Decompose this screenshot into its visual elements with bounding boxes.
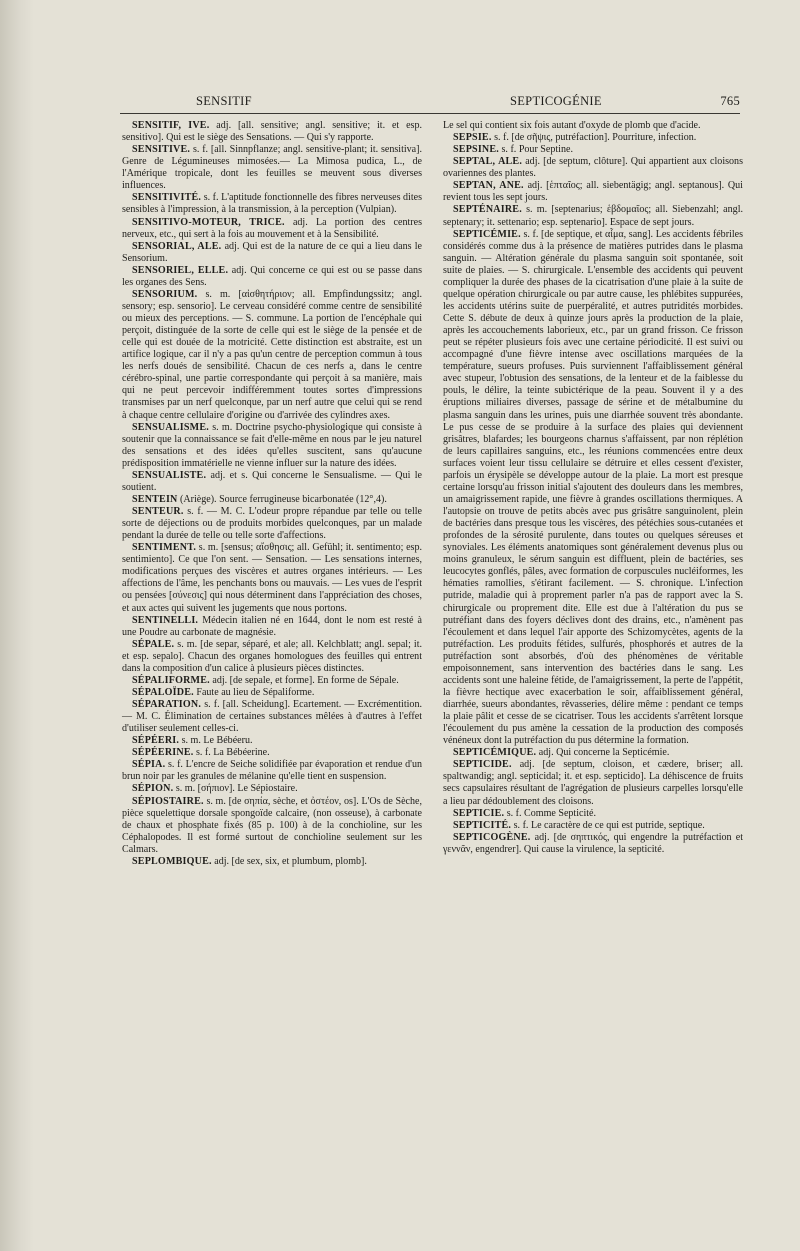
dictionary-entry — [122, 422, 422, 470]
entry-headword: SEPLOMBIQUE. — [132, 855, 212, 867]
dictionary-entry — [122, 241, 422, 265]
entry-headword: SENTEUR. — [132, 506, 184, 517]
entry-definition: adj. [de sex, six, et plumbum, plomb]. — [214, 855, 367, 867]
entry-definition: s. f. Comme Septicité. — [506, 807, 597, 819]
entry-definition: s. f. — M. C. L'odeur propre répandue par telle ou telle sorte de déjections ou de produits morbides quelconques, par un malade pendant la durée de telle ou telle sorte d'affections. — [122, 506, 423, 542]
dictionary-entry — [122, 615, 422, 639]
page-edge — [0, 0, 34, 1251]
entry-definition: adj. [de septum, clôture]. Qui appartient aux cloisons ovariennes des plantes. — [443, 156, 743, 180]
entry-definition: s. f. [all. Scheidung]. Ecartement. — Excrémentition. — M. C. Élimination de certaines substances mêlées à d'autres à l'effet d'utiliser seulement celles-ci. — [122, 699, 422, 735]
entry-headword: SENSITIVO-MOTEUR, TRICE. — [132, 216, 285, 228]
entry-definition: s. f. [all. Sinnpflanze; angl. sensitive-plant; it. sensitiva]. Genre de Légumineuses mimosées.— La Mimosa pudica, L., de l'Amérique tropicale, dont les feuilles se meuvent sous diverses influences. — [122, 144, 422, 192]
entry-headword: SÉPALOÏDE. — [132, 686, 194, 698]
dictionary-entry — [443, 180, 743, 204]
dictionary-entry — [122, 265, 422, 289]
entry-definition: s. f. [de septique, et αἷμα, sang]. Les accidents fébriles considérés comme dus à la présence de matières putrides dans le plasma sanguin. — Altération générale du plasma sanguin soit spontanée, soit suite de plaies. — S. chirurgicale. L'ensemble des accidents qui peuvent compliquer la durée des phases de la cicatrisation d'une plaie à la suite de quelque opération chirurgicale ou par autre cause, les phlébites suppurées, les accidents utérins suite de puerpéralité, et autres putridités morbides. Cette S. débute de deux à quinze jours après la production de la plaie, après les accouchements laborieux, etc., par un grand frisson. Ce frisson peut se répéter plusieurs fois avec une certaine périodicité. Il est suivi ou accompagné d'une fièvre intense avec oscillations marquées de la température, sueurs profuses. Puis surviennent l'affaiblissement général avec stupeur, l'obtusion des sensations, de la lenteur et de la faiblesse du pouls, le délire, la teinte subictérique de la peau. Souvent il y a des éruptions miliaires diverses, passage de sérine et de métalbumine du plasma sanguin dans les urines, puis une diarrhée souvent très abondante. Le pus cesse de se produire à la surface des plaies qui deviennent grisâtres, blafardes; les bourgeons charnus s'affaissent, par non réplétion de leurs capillaires sanguins, etc., les réunions commencées entre deux surfaces voient leur tissu cellulaire se détruire et elles cessent d'exister, parfois un érysipèle se développe autour de la plaie. La mort est presque certaine lorsqu'au frisson initial s'ajoutent des douleurs dans les membres, un amaigrissement rapide, une fièvre à grandes oscillations thermiques. A l'autopsie on trouve de petits abcès avec pus grisâtre sanguinolent, plein de bactéries dans presque tous les viscères, des pétéchies sous-cutanées et profondes de la sérosité purulente, dans toutes ou quelques séreuses et synoviales. Les éléments anatomiques sont généralement devenus plus ou moins granuleux, le sérum sanguin est diffluent, plein de bactéries, ses leucocytes gonflés, pâles, avec formation de corpuscules nucléiformes, les hématies ramollies, s'étirant facilement. — S. chronique. L'infection putride, maladie qui à proprement parler n'a pas de rapport avec la S. chirurgicale ou proprement dite. Elle est due à l'altération du pus se putréfiant dans des foyers déclives dont des drains, etc., n'amènent pas l'écoulement et dans lequel l'air apporte des Schizomycètes, agents de la putréfaction. Les produits fétides, sulfurés, phosphorés et autres de la putréfaction sont absorbés, d'où des phénomènes de véritable empoisonnement, sans intervention des bactéries dans le sang. Les accidents sont une haleine fétide, de l'amaigrissement, la perte de l'appétit, la fièvre hectique avec exacerbation le soir, affaiblissement général, diarrhée, sueurs abondantes, rêvasseries, délire même : pendant ce temps la plaie pâlit et cesse de se cicatriser. Tous les accidents s'arrêtent lorsque l'écoulement du pus amène la cessation de la production des composés vénéneux dont la putréfaction du pus détermine la formation. — [443, 228, 744, 747]
dictionary-entry — [122, 687, 422, 699]
entry-headword: SENTIMENT. — [132, 542, 197, 554]
dictionary-entry — [443, 204, 743, 228]
running-header — [120, 94, 740, 114]
dictionary-entry — [122, 856, 422, 868]
entry-definition: adj. Qui est de la nature de ce qui a lieu dans le Sensorium. — [122, 240, 422, 264]
entry-headword: SEPSINE. — [453, 144, 499, 156]
dictionary-entry — [122, 289, 422, 422]
entry-definition: s. f. L'encre de Seiche solidifiée par évaporation et rendue d'un brun noir par les granules de mélanine qu'elle tient en suspension. — [122, 759, 422, 783]
header-center-word: SEPTICOGÉNIE — [510, 94, 602, 108]
entry-headword: SÉPÉERINE. — [132, 747, 194, 759]
entry-headword: SENSORIAL, ALE. — [132, 240, 222, 252]
entry-headword: SENSITIVITÉ. — [132, 192, 202, 204]
entry-headword: SEPTICÉMIQUE. — [453, 747, 537, 759]
entry-definition: adj. Qui concerne la Septicémie. — [538, 747, 670, 759]
entry-headword: SENSUALISME. — [132, 421, 209, 433]
entry-headword: SEPTICITÉ. — [453, 819, 512, 831]
dictionary-entry — [443, 747, 743, 759]
entry-headword: SÉPION. — [132, 783, 174, 795]
dictionary-entry — [443, 229, 743, 748]
entry-headword: SEPTICOGÈNE. — [453, 831, 531, 843]
entry-definition: s. m. [de σηπία, sèche, et ὀστέον, os]. L'Os de Sèche, pièce squelettique dorsale spongoïde calcaire, (non osseuse), à carbonate de chaux et phosphate fixés (85 p. 100) à de la conchioline, sur les Céphalopodes. Il est formé surtout de conchioline seulement sur les Calmars. — [122, 795, 422, 855]
entry-definition: adj. et s. Qui concerne le Sensualisme. — Qui le soutient. — [122, 469, 422, 493]
dictionary-entry — [122, 494, 422, 506]
entry-headword: SENSITIF, IVE. — [132, 120, 210, 131]
entry-definition: Médecin italien né en 1644, dont le nom est resté à une Poudre au carbonate de magnésie. — [122, 614, 422, 638]
dictionary-entry — [122, 747, 422, 759]
entry-headword: SÉPALIFORME. — [132, 674, 210, 686]
entry-headword: SEPTAN, ANE. — [453, 180, 524, 192]
entry-definition: s. m. Le Bébéeru. — [181, 735, 253, 747]
entry-headword: SEPSIE. — [453, 132, 492, 144]
entry-definition: s. f. Le caractère de ce qui est putride, septique. — [513, 819, 705, 831]
dictionary-entry — [122, 192, 422, 216]
entry-headword: SÉPALE. — [132, 638, 175, 650]
entry-definition: s. m. [de separ, séparé, et ale; all. Kelchblatt; angl. sepal; it. et esp. sepalo]. Chacun des organes homologues des feuilles qui entrent dans la composition d'un calice à plusieurs pièces distinctes. — [122, 638, 423, 674]
dictionary-entry — [443, 144, 743, 156]
dictionary-entry — [122, 759, 422, 783]
entry-definition: adj. [ἑπταῖος; all. siebentägig; angl. septanous]. Qui revient tous les sept jours. — [443, 180, 743, 204]
dictionary-entry — [122, 699, 422, 735]
entry-headword: SEPTICIDE. — [453, 759, 512, 771]
entry-definition: s. m. [sensus; αἴσθησις; all. Gefühl; it. sentimento; esp. sentimiento]. Ce que l'on sent. — Sensation. — Les sensations internes, modifications perçues des viscères et autres organes intérieurs. — Les affections de l'âme, les penchants bons ou mauvais. — Les vues de l'esprit ou pensées [σύνεσις] qui nous déterminent dans l'appréciation des choses, et aux actes qui suivent les jugements que nous portons. — [122, 542, 422, 614]
dictionary-entry — [443, 120, 743, 132]
entry-headword: SENSORIEL, ELLE. — [132, 264, 229, 276]
entry-definition: s. m. Doctrine psycho-physiologique qui consiste à soutenir que la connaissance se fait d'elle-même en nous par le jeu naturel des sensations et des idées qu'elles suscitent, sans qu'aucune prédisposition immatérielle ne vienne influer sur la nature des idées. — [122, 421, 423, 469]
entry-headword: SÉPARATION. — [132, 699, 202, 710]
entry-definition: adj. [all. sensitive; angl. sensitive; it. et esp. sensitivo]. Qui est le siège des Sensations. — Qui s'y rapporte. — [122, 120, 422, 144]
entry-definition: s. f. La Bébéerine. — [195, 747, 270, 759]
entry-headword: SEPTICIE. — [453, 807, 505, 819]
entry-headword: SEPTICÉMIE. — [453, 228, 521, 240]
entry-headword: SÉPIOSTAIRE. — [132, 795, 204, 807]
dictionary-entry — [122, 470, 422, 494]
dictionary-entry — [122, 506, 422, 542]
entry-definition: adj. Qui concerne ce qui est ou se passe dans les organes des Sens. — [122, 264, 422, 288]
entry-headword: SÉPÉERI. — [132, 735, 180, 747]
entry-definition: s. m. [σήπιον]. Le Sépiostaire. — [175, 783, 298, 795]
dictionary-entry — [122, 217, 422, 241]
entry-headword: SEPTÉNAIRE. — [453, 204, 522, 216]
right-column — [443, 120, 743, 856]
entry-headword: SENSORIUM. — [132, 288, 198, 300]
dictionary-entry — [122, 796, 422, 856]
page-number: 765 — [720, 94, 740, 108]
entry-definition: s. m. [septenarius; ἑβδομαῖος; all. Siebenzahl; angl. septenary; it. settenario; esp. septenario]. Espace de sept jours. — [443, 204, 743, 228]
left-column — [122, 120, 422, 868]
entry-headword: SÉPIA. — [132, 759, 166, 771]
entry-definition: adj. La portion des centres nerveux, etc., qui sert à la fois au mouvement et à la Sensibilité. — [122, 216, 422, 240]
dictionary-entry — [443, 156, 743, 180]
entry-headword: SENTEIN — [132, 493, 178, 505]
entry-definition: (Ariège). Source ferrugineuse bicarbonatée (12°,4). — [180, 493, 387, 505]
entry-definition: adj. [de σηπτικός, qui engendre la putréfaction et γεννᾶν, engendrer]. Qui cause la virulence, la septicité. — [443, 831, 743, 855]
dictionary-entry — [443, 759, 743, 807]
entry-headword: SENSUALISTE. — [132, 469, 207, 481]
entry-headword: SENSITIVE. — [132, 144, 191, 156]
entry-definition: s. f. [de σῆψις, putréfaction]. Pourriture, infection. — [494, 132, 697, 144]
entry-definition: Le sel qui contient six fois autant d'oxyde de plomb que d'acide. — [443, 120, 701, 131]
entry-definition: Faute au lieu de Sépaliforme. — [196, 686, 315, 698]
dictionary-entry — [122, 144, 422, 192]
dictionary-entry — [122, 542, 422, 614]
dictionary-entry — [443, 808, 743, 820]
dictionary-entry — [122, 639, 422, 675]
entry-headword: SEPTAL, ALE. — [453, 156, 523, 168]
dictionary-entry — [122, 783, 422, 795]
dictionary-entry — [122, 120, 422, 144]
dictionary-entry — [122, 735, 422, 747]
entry-definition: s. m. [αἰσθητήριον; all. Empfindungssitz; angl. sensory; esp. sensorio]. Le cerveau considéré comme centre de sensibilité ou mieux des perceptions. — S. commune. La portion de l'encéphale qui perçoit, distinguée de la sorte de celle qui est le siège de la pensée et de celle qui est douée de la motricité. Cette distinction est abstraite, est un artifice logique, car il n'y a pas qu'un centre de perception commun à tous les nerfs doués de sensibilité. Chacun de ces nerfs a, dans le centre cérébro-spinal, une partie correspondante qui perçoit à sa manière, mais qui ne peut percevoir indifféremment toutes sortes d'impressions transmises par un nerf quelconque, par un nerf autre que celui qui se rend à chaque centre cellulaire d'origine ou d'arrivée des cylindres axes. — [122, 288, 422, 421]
dictionary-entry — [443, 132, 743, 144]
dictionary-entry — [122, 675, 422, 687]
header-left-word: SENSITIF — [196, 94, 252, 108]
dictionary-entry — [443, 820, 743, 832]
entry-definition: s. f. Pour Septine. — [501, 144, 573, 156]
entry-headword: SENTINELLI. — [132, 614, 199, 626]
header-rule — [120, 113, 740, 114]
entry-definition: adj. [de septum, cloison, et cædere, briser; all. spaltwandig; angl. septicidal; it. et esp. septicido]. La déhiscence de fruits secs capsulaires résultant de l'agrégation de plusieurs carpelles lorsqu'elle a lieu par dédoublement des cloisons. — [443, 759, 743, 807]
dictionary-entry — [443, 832, 743, 856]
entry-definition: s. f. L'aptitude fonctionnelle des fibres nerveuses dites sensibles à l'impression, à la transmission, à la perception (Vulpian). — [122, 192, 422, 216]
entry-definition: adj. [de sepale, et forme]. En forme de Sépale. — [212, 674, 399, 686]
